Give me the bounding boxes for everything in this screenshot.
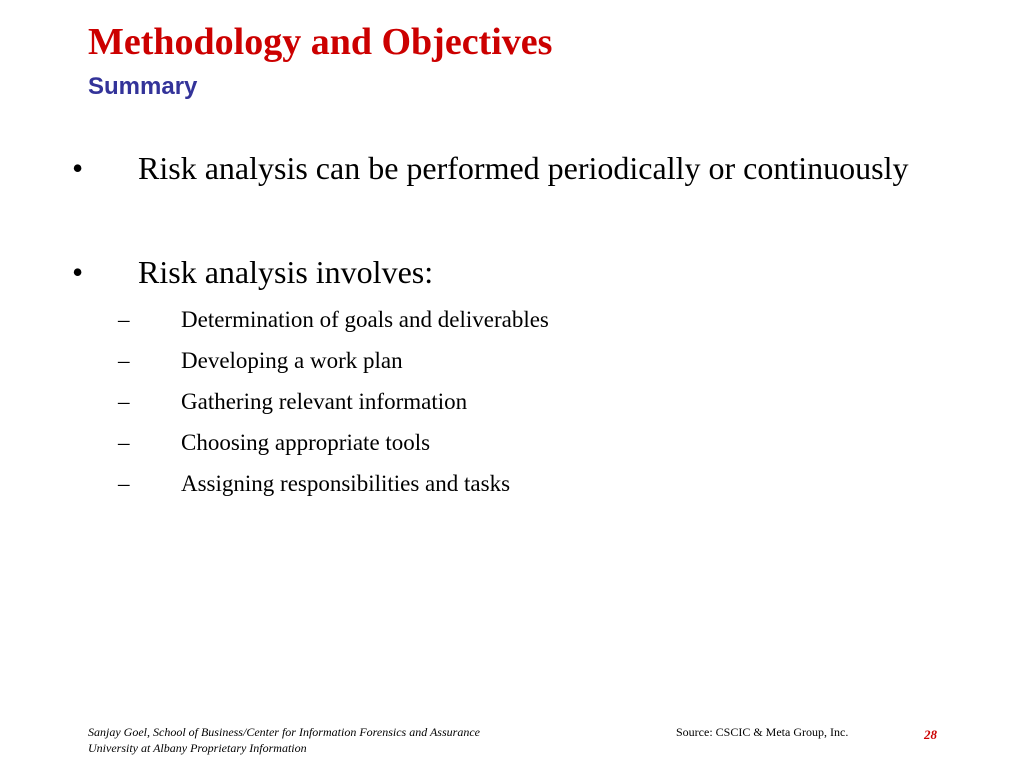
footer-credits bbox=[88, 724, 480, 756]
sub-bullet-text: Choosing appropriate tools bbox=[181, 430, 431, 455]
slide-title: Methodology and Objectives bbox=[88, 21, 553, 63]
footer-source: Source: CSCIC & Meta Group, Inc. bbox=[676, 725, 849, 739]
footer-line-author: Sanjay Goel, School of Business/Center for Information Forensics and Assurance bbox=[88, 725, 480, 739]
sub-bullet-text: Gathering relevant information bbox=[181, 389, 468, 414]
sub-bullet-mark: – bbox=[118, 307, 130, 332]
bullet-mark: • bbox=[72, 254, 84, 290]
page-number: 28 bbox=[924, 727, 937, 742]
sub-bullet-mark: – bbox=[118, 471, 130, 496]
sub-bullet-mark: – bbox=[118, 389, 130, 414]
slide-subtitle: Summary bbox=[88, 73, 198, 100]
sub-bullet-mark: – bbox=[118, 430, 130, 455]
bullet-text: Risk analysis can be performed periodically or continuously bbox=[138, 150, 909, 186]
sub-bullet-mark: – bbox=[118, 348, 130, 373]
sub-bullet-text: Assigning responsibilities and tasks bbox=[181, 471, 511, 496]
footer-line-proprietary: University at Albany Proprietary Information bbox=[88, 741, 307, 755]
sub-bullet-text: Developing a work plan bbox=[181, 348, 403, 373]
bullet-text: Risk analysis involves: bbox=[138, 254, 434, 290]
sub-bullet-text: Determination of goals and deliverables bbox=[181, 307, 549, 332]
bullet-mark: • bbox=[72, 150, 84, 186]
